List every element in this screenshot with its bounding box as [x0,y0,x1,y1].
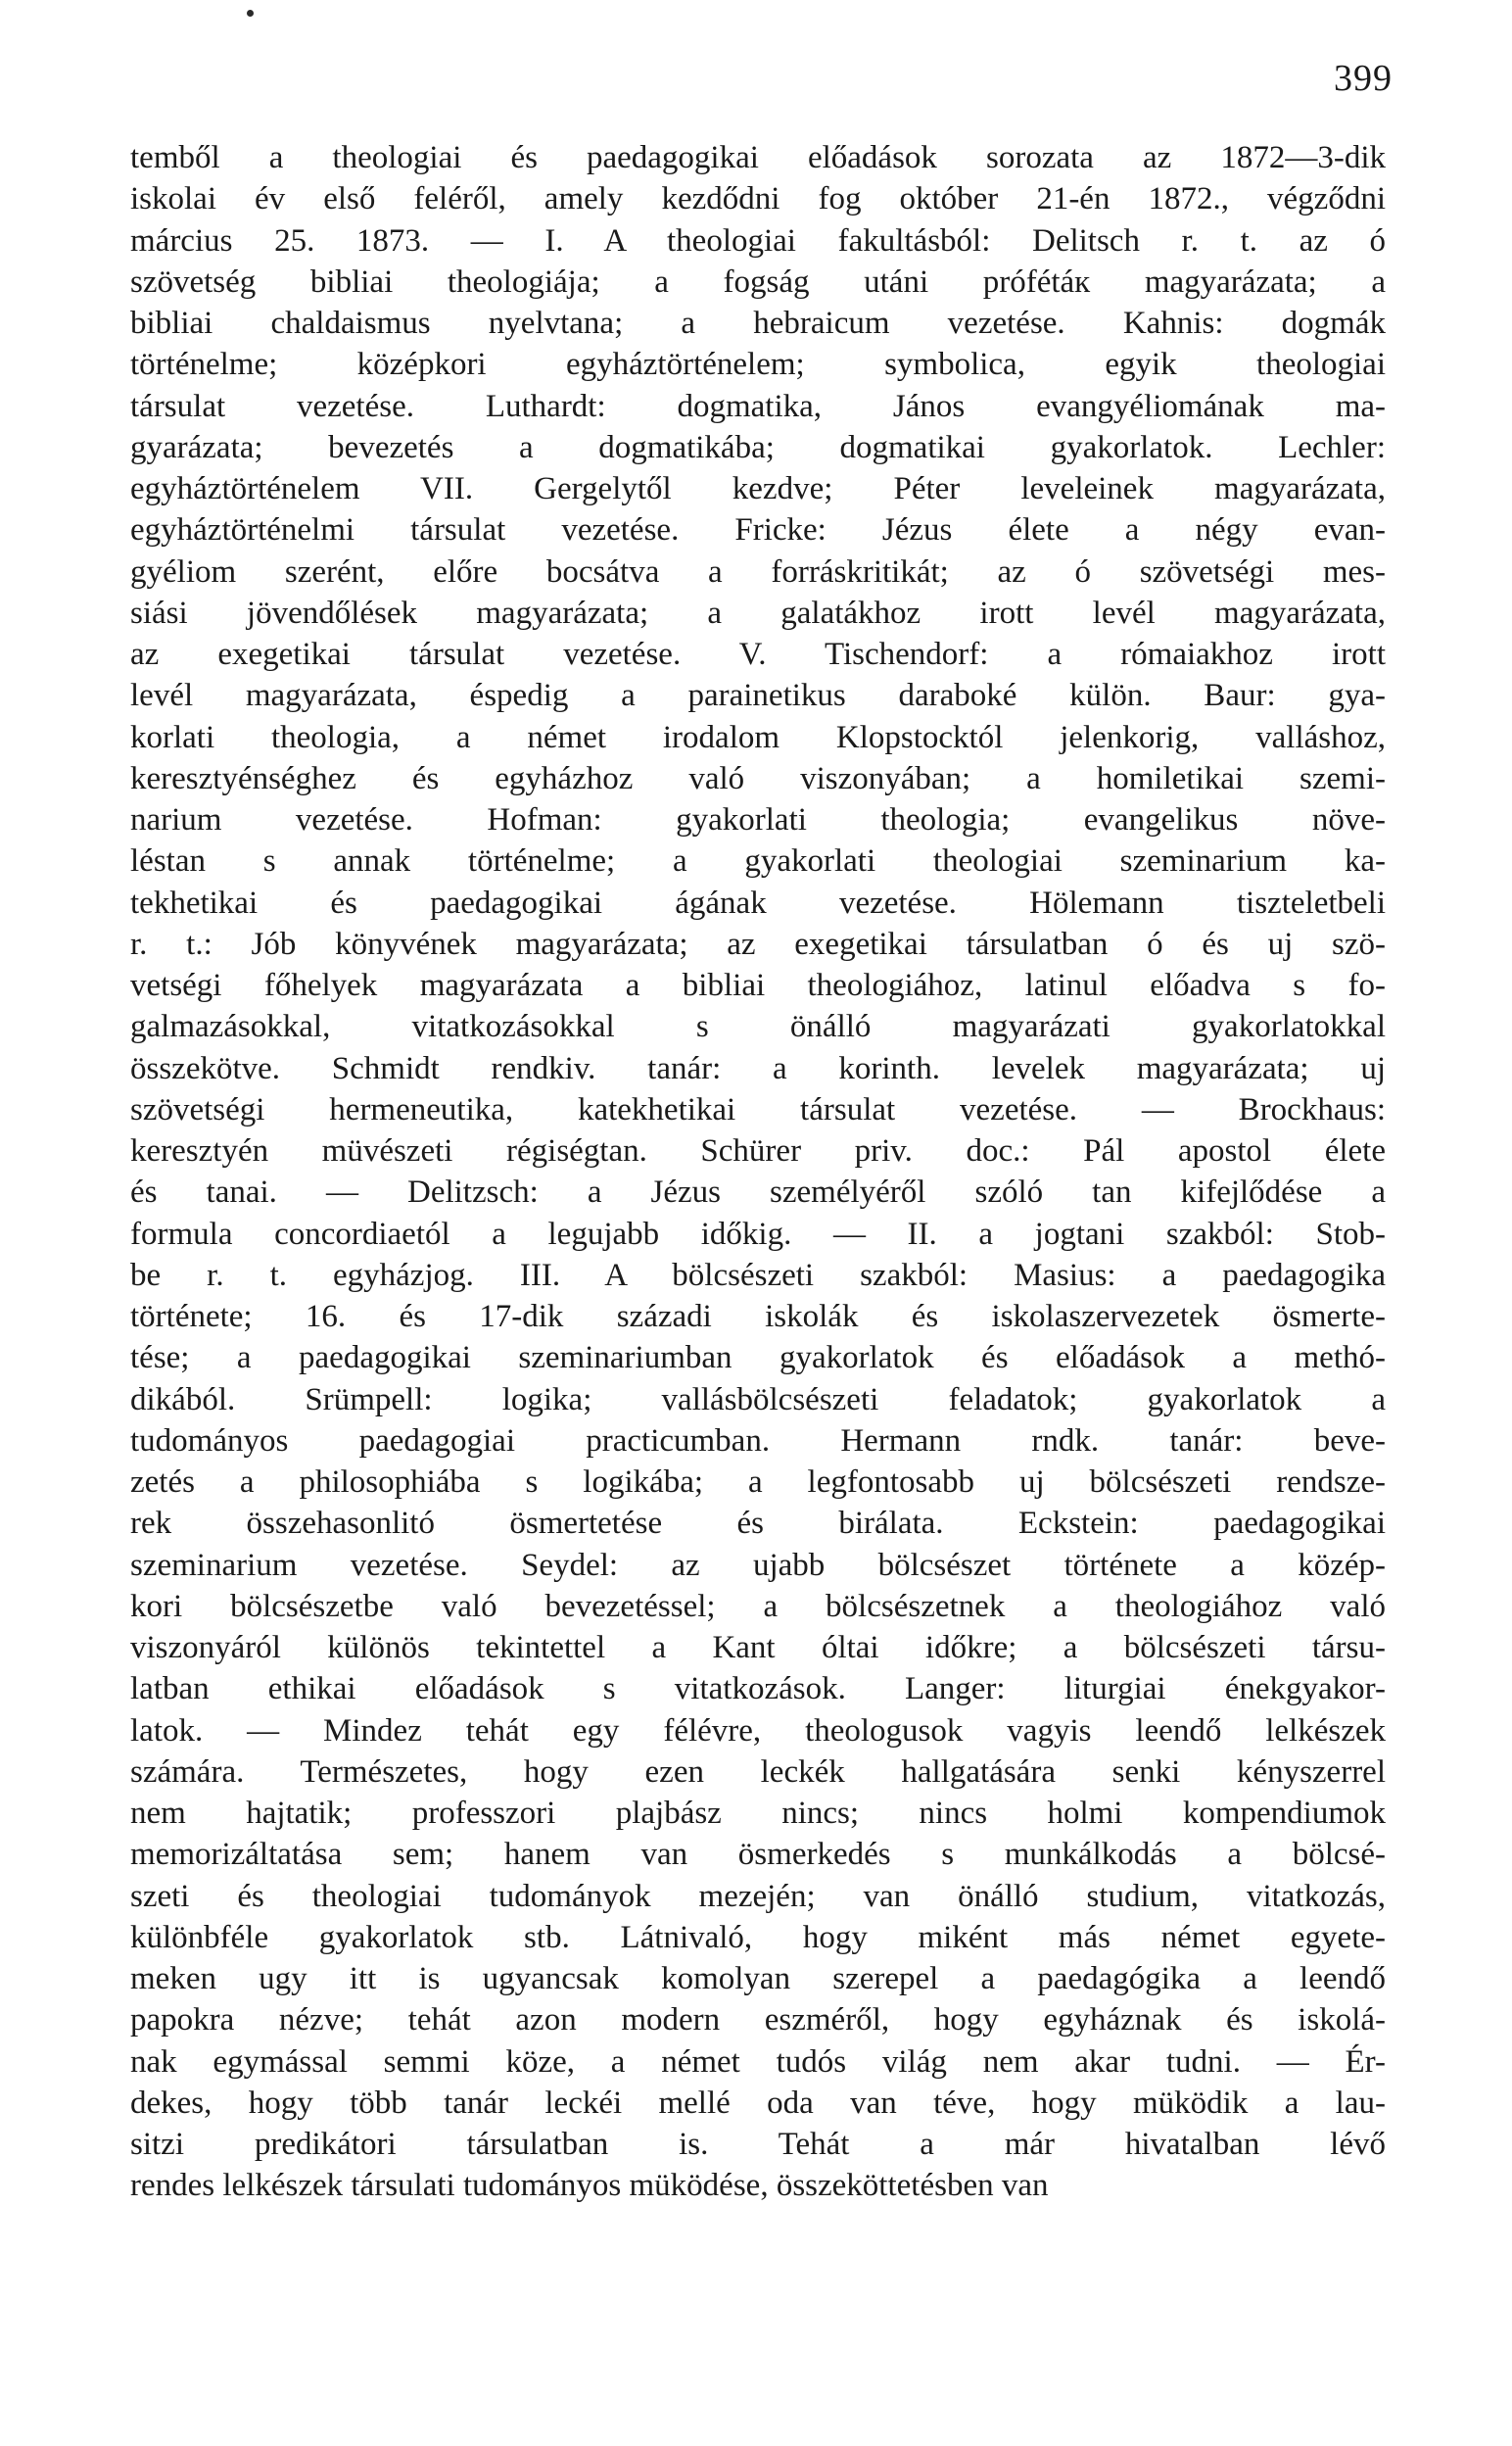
text-line: társulat vezetése. Luthardt: dogmatika, János evangyéliomának ma- [130,388,1386,424]
text-line: galmazásokkal, vitatkozásokkal s önálló magyarázati gyakorlatokkal [130,1009,1386,1045]
text-line: formula concordiaetól a legujabb időkig. — II. a jogtani szakból: Stob- [130,1216,1386,1252]
text-line: tudományos paedagogiai practicumban. Hermann rndk. tanár: beve- [130,1422,1386,1459]
text-line: memorizáltatása sem; hanem van ösmerkedés s munkálkodás a bölcsé- [130,1837,1386,1873]
text-line: iskolai év első feléről, amely kezdődni fog október 21-én 1872., végződni [130,181,1386,217]
print-speck [247,10,254,17]
text-line: különbféle gyakorlatok stb. Látnivaló, hogy miként más német egyete- [130,1919,1386,1955]
body-text [130,137,1386,2207]
text-line: léstan s annak történelme; a gyakorlati theologiai szeminarium ka- [130,843,1386,880]
text-line: siási jövendőlések magyarázata; a galatákhoz irott levél magyarázata, [130,595,1386,631]
text-line: keresztyénséghez és egyházhoz való viszonyában; a homiletikai szemi- [130,760,1386,796]
text-line: szövetségi hermeneutika, katekhetikai társulat vezetése. — Brockhaus: [130,1091,1386,1127]
text-line: papokra nézve; tehát azon modern eszméről, hogy egyháznak és iskolá- [130,2002,1386,2038]
text-line: latban ethikai előadások s vitatkozások. Langer: liturgiai énekgyakor- [130,1671,1386,1707]
text-line: egyháztörténelem VII. Gergelytől kezdve; Péter leveleinek magyarázata, [130,471,1386,506]
text-line: szövetség bibliai theologiája; a fogság utáni prófétáк magyarázata; a [130,264,1386,300]
text-line: sitzi predikátori társulatban is. Tehát a már hivatalban lévő [130,2127,1386,2162]
text-line: összekötve. Schmidt rendkiv. tanár: a korinth. levelek magyarázata; uj [130,1050,1386,1086]
text-line: viszonyáról különös tekintettel a Kant óltai időkre; a bölcsészeti társu- [130,1630,1386,1665]
text-line: történelme; középkori egyháztörténelem; symbolica, egyik theologiai [130,347,1386,383]
text-line: nem hajtatik; professzori plajbász nincs; nincs holmi kompendiumok [130,1796,1386,1831]
text-line: nak egymással semmi köze, a német tudós világ nem akar tudni. — Ér- [130,2043,1386,2080]
text-line: narium vezetése. Hofman: gyakorlati theologia; evangelikus növe- [130,802,1386,838]
text-line: bibliai chaldaismus nyelvtana; a hebraicum vezetése. Kahnis: dogmák [130,306,1386,341]
page-number: 399 [1334,58,1393,99]
text-line: dekes, hogy több tanár leckéi mellé oda van téve, hogy müködik a lau- [130,2085,1386,2121]
text-line: rendes lelkészek társulati tudományos müködése, összeköttetésben van [130,2168,1049,2204]
text-line: kori bölcsészetbe való bevezetéssel; a bölcsészetnek a theologiához való [130,1588,1386,1624]
text-line: egyháztörténelmi társulat vezetése. Fricke: Jézus élete a négy evan- [130,512,1386,549]
text-line: vetségi főhelyek magyarázata a bibliai theologiához, latinul előadva s fo- [130,968,1386,1003]
text-line: gyarázata; bevezetés a dogmatikába; dogmatikai gyakorlatok. Lechler: [130,429,1386,465]
text-line: zetés a philosophiába s logikába; a legfontosabb uj bölcsészeti rendsze- [130,1464,1386,1500]
text-line: az exegetikai társulat vezetése. V. Tischendorf: a rómaiakhoz irott [130,637,1386,672]
text-line: gyéliom szerént, előre bocsátva a forráskritikát; az ó szövetségi mes- [130,553,1386,590]
text-line: számára. Természetes, hogy ezen leckék hallgatására senki kényszerrel [130,1753,1386,1790]
text-line: temből a theologiai és paedagogikai előadások sorozata az 1872—3-dik [130,140,1386,175]
text-line: szeminarium vezetése. Seydel: az ujabb bölcsészet története a közép- [130,1547,1386,1583]
text-line: keresztyén müvészeti régiségtan. Schürer priv. doc.: Pál apostol élete [130,1133,1386,1169]
text-line: dikából. Srümpell: logika; vallásbölcsészeti feladatok; gyakorlatok a [130,1381,1386,1417]
text-line: be r. t. egyházjog. III. A bölcsészeti szakból: Masius: a paedagogika [130,1257,1386,1293]
text-line: tése; a paedagogikai szeminariumban gyakorlatok és előadások a methó- [130,1340,1386,1376]
text-line: korlati theologia, a német irodalom Klopstocktól jelenkorig, valláshoz, [130,719,1386,755]
text-line: szeti és theologiai tudományok mezején; van önálló studium, vitatkozás, [130,1878,1386,1914]
text-line: rek összehasonlitó ösmertetése és birálata. Eckstein: paedagogikai [130,1506,1386,1542]
text-line: és tanai. — Delitzsch: a Jézus személyéről szóló tan kifejlődése a [130,1175,1386,1211]
text-line: latok. — Mindez tehát egy félévre, theologusok vagyis leendő lelkészek [130,1712,1386,1749]
text-line: levél magyarázata, éspedig a parainetikus daraboké külön. Baur: gya- [130,678,1386,714]
text-line: március 25. 1873. — I. A theologiai fakultásból: Delitsch r. t. az ó [130,222,1386,259]
text-line: meken ugy itt is ugyancsak komolyan szerepel a paedagógika a leendő [130,1961,1386,1996]
text-line: tekhetikai és paedagogikai ágának vezetése. Hölemann tiszteletbeli [130,885,1386,921]
text-line: r. t.: Jób könyvének magyarázata; az exegetikai társulatban ó és uj szö- [130,926,1386,962]
text-line: története; 16. és 17-dik századi iskolák és iskolaszervezetek ösmerte- [130,1299,1386,1334]
